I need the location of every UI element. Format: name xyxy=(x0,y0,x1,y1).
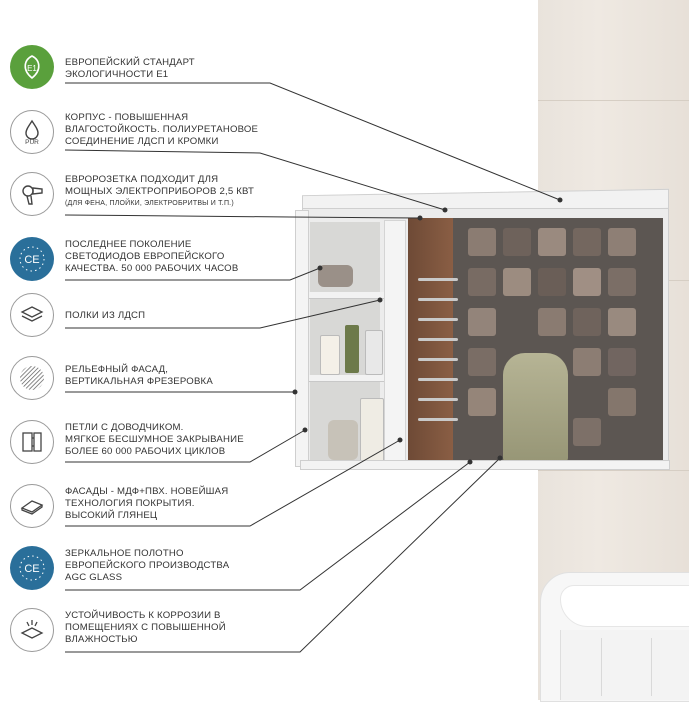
feature-text-line: МОЩНЫХ ЭЛЕКТРОПРИБОРОВ 2,5 КВТ xyxy=(65,186,255,197)
feature-text-line: ТЕХНОЛОГИЯ ПОКРЫТИЯ. xyxy=(65,498,195,509)
mirror-tile xyxy=(538,268,566,296)
mirror-tile xyxy=(608,268,636,296)
glossy-panel-icon xyxy=(10,484,54,528)
door-hinge-icon xyxy=(10,420,54,464)
mirror-tile xyxy=(468,268,496,296)
feature-text-line: СОЕДИНЕНИЕ ЛДСП И КРОМКИ xyxy=(65,136,219,147)
svg-text:CE: CE xyxy=(24,254,40,266)
feature-mdf-facades xyxy=(10,484,300,534)
mirror-tile xyxy=(608,348,636,376)
corrosion-resistant-icon xyxy=(10,608,54,652)
feature-text-line: ЕВРОПЕЙСКОГО ПРОИЗВОДСТВА xyxy=(65,560,230,571)
feature-text-note: (ДЛЯ ФЕНА, ПЛОЙКИ, ЭЛЕКТРОБРИТВЫ И Т.П.) xyxy=(65,200,234,207)
mirror-tile xyxy=(573,308,601,336)
feature-text-line: МЯГКОЕ БЕСШУМНОЕ ЗАКРЫВАНИЕ xyxy=(65,434,244,445)
feature-mirror-glass xyxy=(10,546,300,596)
product-jar xyxy=(328,420,358,460)
feature-text-line: СВЕТОДИОДОВ ЕВРОПЕЙСКОГО xyxy=(65,251,225,262)
hair-dryer-icon xyxy=(10,172,54,216)
feature-text-line: ВЛАЖНОСТЬЮ xyxy=(65,634,138,645)
wall-tile-seam xyxy=(538,100,689,101)
feature-text-line: ЕВРОПЕЙСКИЙ СТАНДАРТ xyxy=(65,57,195,68)
feature-soft-close-hinges xyxy=(10,420,300,470)
feature-moisture-resistance xyxy=(10,110,300,160)
textured-circle-icon xyxy=(10,356,54,400)
mirror-tile xyxy=(503,268,531,296)
feature-corrosion-resistance xyxy=(10,608,300,658)
product-tube xyxy=(360,398,384,462)
feature-text-line: ЗЕРКАЛЬНОЕ ПОЛОТНО xyxy=(65,548,184,559)
mirror-tile xyxy=(573,418,601,446)
mirror-tile xyxy=(503,228,531,256)
eco-leaf-e1-icon xyxy=(10,45,54,89)
feature-text-line: ФАСАДЫ - МДФ+ПВХ. НОВЕЙШАЯ xyxy=(65,486,229,497)
mirror-tile xyxy=(608,308,636,336)
cabinet-bottom-bar xyxy=(300,460,670,470)
water-drop-pur-icon xyxy=(10,110,54,154)
mirror-tile xyxy=(573,268,601,296)
towel-rail xyxy=(418,278,458,448)
feature-text-line: УСТОЙЧИВОСТЬ К КОРРОЗИИ В xyxy=(65,610,221,621)
feature-eco-standard xyxy=(10,45,300,95)
feature-text-line: ПОЛКИ ИЗ ЛДСП xyxy=(65,310,146,321)
sink-bowl xyxy=(560,585,689,627)
mirror-tile xyxy=(608,228,636,256)
feature-text-line: ПОСЛЕДНЕЕ ПОКОЛЕНИЕ xyxy=(65,239,192,250)
ce-stars-icon xyxy=(10,546,54,590)
feature-euro-socket xyxy=(10,172,300,222)
svg-text:E1: E1 xyxy=(27,64,37,73)
cabinet-shelf xyxy=(307,292,385,299)
product-box xyxy=(318,265,353,287)
cabinet-shelf xyxy=(307,375,385,382)
feature-shelves xyxy=(10,293,300,343)
mirror-tile xyxy=(573,228,601,256)
mirror-tile xyxy=(608,388,636,416)
feature-text-line: ВЕРТИКАЛЬНАЯ ФРЕЗЕРОВКА xyxy=(65,376,213,387)
cabinet-divider xyxy=(384,220,406,467)
product-bottle xyxy=(320,335,340,375)
feature-text-line: ВЛАГОСТОЙКОСТЬ. ПОЛИУРЕТАНОВОЕ xyxy=(65,124,259,135)
mirror-tile xyxy=(538,308,566,336)
feature-text-line: ПЕТЛИ С ДОВОДЧИКОМ. xyxy=(65,422,184,433)
feature-text-line: AGC GLASS xyxy=(65,572,123,583)
mirror-panel xyxy=(408,218,663,462)
mirror-tile xyxy=(468,308,496,336)
mirror-tile xyxy=(468,388,496,416)
svg-text:PUR: PUR xyxy=(25,139,39,146)
feature-text-line: ВЫСОКИЙ ГЛЯНЕЦ xyxy=(65,510,158,521)
product-bottle xyxy=(345,325,359,373)
mirror-tile xyxy=(468,228,496,256)
product-bottle xyxy=(365,330,383,375)
feature-text-line: БОЛЕЕ 60 000 РАБОЧИХ ЦИКЛОВ xyxy=(65,446,226,457)
feature-relief-facade xyxy=(10,356,300,406)
sink-cabinet xyxy=(560,630,689,700)
svg-text:CE: CE xyxy=(24,563,40,575)
mirror-tile xyxy=(468,348,496,376)
layers-icon xyxy=(10,293,54,337)
mirror-tile xyxy=(538,228,566,256)
feature-led xyxy=(10,237,300,287)
towel xyxy=(503,353,568,462)
feature-text-line: КОРПУС - ПОВЫШЕННАЯ xyxy=(65,112,189,123)
feature-text-line: ЕВРОРОЗЕТКА ПОДХОДИТ ДЛЯ xyxy=(65,174,219,185)
feature-text-line: ПОМЕЩЕНИЯХ С ПОВЫШЕННОЙ xyxy=(65,622,226,633)
wall-tile-seam xyxy=(538,470,689,471)
feature-text-line: КАЧЕСТВА. 50 000 РАБОЧИХ ЧАСОВ xyxy=(65,263,239,274)
ce-stars-icon xyxy=(10,237,54,281)
feature-text-line: ЭКОЛОГИЧНОСТИ Е1 xyxy=(65,69,169,80)
feature-text-line: РЕЛЬЕФНЫЙ ФАСАД, xyxy=(65,364,169,375)
mirror-tile xyxy=(573,348,601,376)
